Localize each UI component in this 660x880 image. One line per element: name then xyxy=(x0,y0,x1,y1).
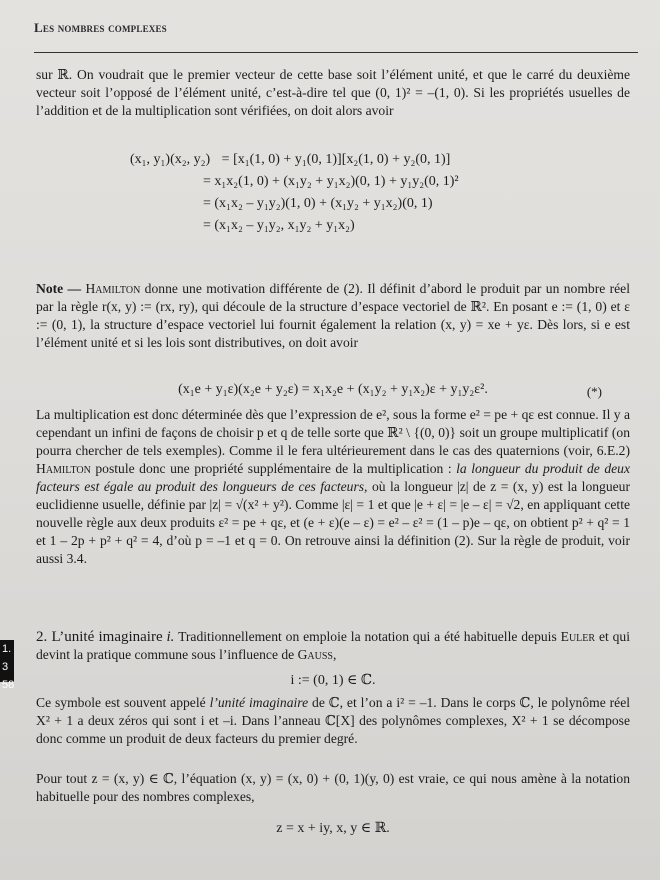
running-header: Les nombres complexes xyxy=(34,20,167,35)
para-1-term: l’unité imaginaire xyxy=(209,695,309,710)
intro-text: sur ℝ. On voudrait que le premier vecteur de cette base soit l’élément unité, et que le carré du deuxième vecteur soit l’opposé de l’élément unité, c’est-à-dire tel que (0, 1)² = –(1, 0). Si les propriétés usuelles de l’addition et de la multiplication sont vérifiées, on doit alors avoir xyxy=(36,67,630,118)
equation-rhs: = (x₁x₂ – y₁y₂, x₁y₂ + y₁x₂) xyxy=(203,218,355,233)
section-symbol: i. xyxy=(166,629,175,645)
para-2: Pour tout z = (x, y) ∈ ℂ, l’équation (x, y) = (x, 0) + (0, 1)(y, 0) est vraie, ce qui nous amène à la notation habituelle pour des nombres complexes, xyxy=(36,771,630,804)
note-text-2a: La multiplication est donc déterminée dès que l’expression de e², sous la forme e² = pe + qε est connue. Il y a cependant un infini de façons de choisir p et q de telle sorte que ℝ² \ {(0, 0)} soit un groupe multiplicatif (on pourra chercher de tels exemples). Comme il le fera ultérieurement dans le cas des quaternions (voir, 6.E.2) xyxy=(36,407,630,458)
equation-line-4 xyxy=(130,218,459,240)
equation-block xyxy=(130,152,459,240)
note-author-2: Hamilton xyxy=(36,461,91,476)
header-rule xyxy=(34,52,638,53)
equation-rhs: = (x₁x₂ – y₁y₂)(1, 0) + (x₁y₂ + y₁x₂)(0, 1) xyxy=(203,196,433,211)
section-author-1: Euler xyxy=(560,629,596,644)
para-1-b: de ℂ, et l’on a i² = –1. Dans le corps ℂ, le polynôme réel X² + 1 a deux zéros qui sont i et –i. Dans l’anneau ℂ[X] des polynômes complexes, X² + 1 se décompose donc comme un produit de deux facteurs du premier degré. xyxy=(36,695,630,746)
note-label: Note — xyxy=(36,281,82,296)
section-text-2: et qui devint la pratique commune sous l’influence de xyxy=(36,629,631,662)
note-text-2d: où la longueur |z| de z = (x, y) est la longueur euclidienne usuelle, définie par |z| = √(x² + y²). Comme |ε| = 1 et que |e + ε| = |e – ε| = √2, en appliquant cette nouvelle règle aux deux produits ε² = pe + qε, et (e + ε)(e – ε) = e² – ε² = (1 – p)e – qε, on obtient p² + q² = 1 et 1 – 2p + p² + q² = 4, d’où p = –1 et q = 0. On retrouve ainsi la définition (2). Sur la règle de produit, voir aussi 3.4. xyxy=(36,479,630,566)
equation-line-3 xyxy=(130,196,459,218)
definition-formula: i := (0, 1) ∈ ℂ. xyxy=(290,673,376,688)
section-title: 2. L’unité imaginaire xyxy=(36,629,163,645)
section-author-2: Gauss, xyxy=(297,647,337,662)
section-paragraph-2 xyxy=(36,770,630,806)
final-formula: z = x + iy, x, y ∈ ℝ. xyxy=(276,821,390,836)
equation-lhs: (x₁, y₁)(x₂, y₂) xyxy=(130,152,211,167)
note-text-1: donne une motivation différente de (2). Il définit d’abord le produit par un nombre réel par la règle r(x, y) := (rx, ry), qui découle de la structure d’espace vectoriel de ℝ². En posant e := (1, 0) et ε := (0, 1), la structure d’espace vectoriel lui fournit également la relation (x, y) = xe + yε. Dès lors, si e est l’élément unité et si les lois sont distributives, on doit avoir xyxy=(36,281,630,350)
section-paragraph-1 xyxy=(36,694,630,748)
note-formula: (x₁e + y₁ε)(x₂e + y₂ε) = x₁x₂e + (x₁y₂ + y₁x₂)ε + y₁y₂ε². xyxy=(178,382,488,397)
section-text-1: Traditionnellement on emploie la notation qui a été habituelle depuis xyxy=(178,629,557,644)
equation-line-2 xyxy=(130,174,459,196)
equation-line-1 xyxy=(130,152,459,174)
equation-rhs: = [x₁(1, 0) + y₁(0, 1)][x₂(1, 0) + y₂(0, 1)] xyxy=(221,152,451,167)
intro-paragraph xyxy=(36,66,630,120)
note-paragraph xyxy=(36,280,630,352)
margin-tab-line-2: 58 xyxy=(2,679,15,691)
formula-tag: (*) xyxy=(586,384,602,399)
note-continuation xyxy=(36,406,630,568)
note-text-2b: postule donc une propriété supplémentaire de la multiplication : xyxy=(95,461,452,476)
para-1-a: Ce symbole est souvent appelé xyxy=(36,695,206,710)
margin-tab xyxy=(0,640,15,691)
margin-tab-line-1: 1. 3 xyxy=(2,643,12,673)
note-text-2c: la longueur du produit de deux facteurs est égale au produit des longueurs de ces facteurs, xyxy=(36,461,630,494)
note-author: Hamilton xyxy=(85,281,141,296)
section-intro xyxy=(36,628,630,664)
equation-rhs: = x₁x₂(1, 0) + (x₁y₂ + y₁x₂)(0, 1) + y₁y₂(0, 1)² xyxy=(203,174,459,189)
